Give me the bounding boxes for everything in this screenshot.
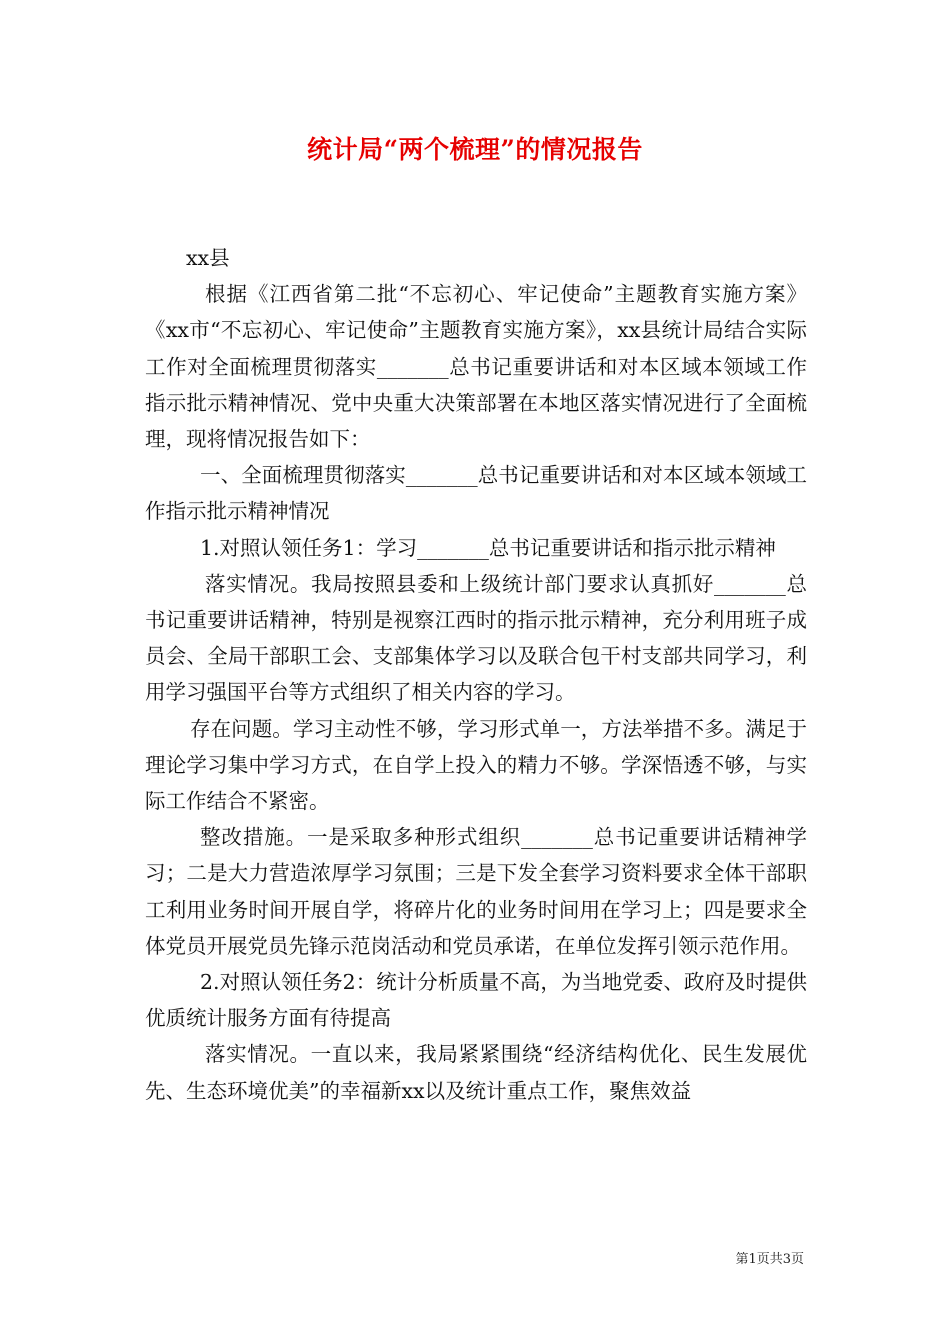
paragraph: 整改措施。一是采取多种形式组织_______总书记重要讲话精神学习；二是大力营造浓厚学习氛围；三是下发全套学习资料要求全体干部职工利用业务时间开展自学，将碎片化的业务时间用在学习上；四是要求全体党员开展党员先锋示范岗活动和党员承诺，在单位发挥引领示范作用。: [145, 825, 807, 958]
page-number: 第1页共3页: [735, 1252, 804, 1267]
recipient-line: xx县: [186, 246, 230, 270]
section-heading: 一、全面梳理贯彻落实_______总书记重要讲话和对本区域本领域工作指示批示精神情况: [145, 463, 807, 524]
task-heading: 1.对照认领任务1：学习_______总书记重要讲话和指示批示精神: [200, 535, 776, 560]
task-heading: 2.对照认领任务2：统计分析质量不高，为当地党委、政府及时提供优质统计服务方面有待提高: [145, 970, 807, 1031]
paragraph: 落实情况。我局按照县委和上级统计部门要求认真抓好_______总书记重要讲话精神，特别是视察江西时的指示批示精神，充分利用班子成员会、全局干部职工会、支部集体学习以及联合包干村支部共同学习，利用学习强国平台等方式组织了相关内容的学习。: [145, 571, 807, 705]
document-title: 统计局“两个梳理”的情况报告: [307, 135, 643, 164]
paragraph: 根据《江西省第二批“不忘初心、牢记使命”主题教育实施方案》《xx市“不忘初心、牢记使命”主题教育实施方案》，xx县统计局结合实际工作对全面梳理贯彻落实_______总书记重要讲话和对本区域本领域工作指示批示精神情况、党中央重大决策部署在本地区落实情况进行了全面梳理，现将情况报告如下：: [145, 282, 807, 452]
paragraph: 存在问题。学习主动性不够，学习形式单一，方法举措不多。满足于理论学习集中学习方式，在自学上投入的精力不够。学深悟透不够，与实际工作结合不紧密。: [145, 716, 807, 814]
paragraph: 落实情况。一直以来，我局紧紧围绕“经济结构优化、民生发展优先、生态环境优美”的幸福新xx以及统计重点工作，聚焦效益: [145, 1042, 807, 1103]
document-body: [145, 240, 807, 1109]
